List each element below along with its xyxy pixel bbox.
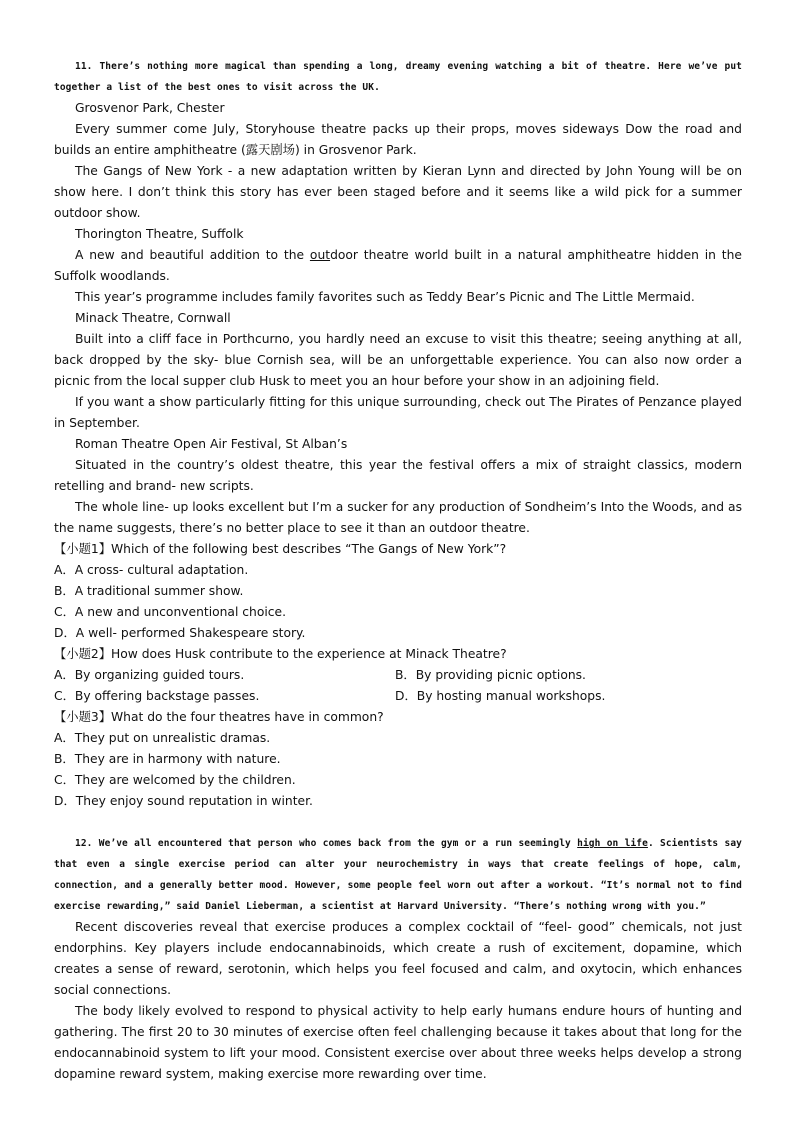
paragraph: A new and beautiful addition to the outdoor theatre world built in a natural amphitheatre hidden in the Suffolk woodlands. xyxy=(54,248,742,283)
option-c: C．By offering backstage passes. xyxy=(54,689,260,703)
option-d: D．A well- performed Shakespeare story. xyxy=(54,626,306,640)
paragraph: The body likely evolved to respond to physical activity to help early humans endure hours of hunting and gathering. The first 20 to 30 minutes of exercise often feel challenging because it takes about that long for the endocannabinoid system to lift your mood. Consistent exercise over about three weeks helps develop a strong dopamine reward system, making exercise more rewarding over time. xyxy=(54,1004,742,1081)
paragraph: If you want a show particularly fitting for this unique surrounding, check out The Pirates of Penzance played in September. xyxy=(54,395,742,430)
option-a: A．They put on unrealistic dramas. xyxy=(54,731,271,745)
paragraph: Every summer come July, Storyhouse theatre packs up their props, moves sideways Dow the road and builds an entire amphitheatre (露天剧场) in Grosvenor Park. xyxy=(54,122,742,157)
question-stem: 【小题3】What do the four theatres have in common? xyxy=(54,710,384,724)
paragraph: Situated in the country’s oldest theatre, this year the festival offers a mix of straight classics, modern retelling and brand- new scripts. xyxy=(54,458,742,493)
document-page xyxy=(54,56,742,1085)
paragraph: The whole line- up looks excellent but I’m a sucker for any production of Sondheim’s Into the Woods, and as the name suggests, there’s no better place to see it than an outdoor theatre. xyxy=(54,500,742,535)
question-1 xyxy=(54,539,742,644)
section-heading-thorington: Thorington Theatre, Suffolk xyxy=(75,227,244,241)
passage-11-intro: 11. There’s nothing more magical than spending a long, dreamy evening watching a bit of theatre. Here we’ve put together a list of the best ones to visit across the UK. xyxy=(54,61,742,93)
option-a: A．A cross- cultural adaptation. xyxy=(54,563,249,577)
question-3 xyxy=(54,707,742,812)
paragraph: Recent discoveries reveal that exercise produces a complex cocktail of “feel- good” chemicals, not just endorphins. Key players include endocannabinoids, which create a rush of excitement, dopamine, which creates a sense of reward, serotonin, which helps you feel focused and calm, and oxytocin, which enhances social connections. xyxy=(54,920,742,997)
option-a: A．By organizing guided tours. xyxy=(54,668,245,682)
option-c: C．A new and unconventional choice. xyxy=(54,605,287,619)
option-d: D．They enjoy sound reputation in winter. xyxy=(54,794,313,808)
underlined-word: out xyxy=(309,248,331,262)
paragraph: Built into a cliff face in Porthcurno, you hardly need an excuse to visit this theatre; seeing anything at all, back dropped by the sky- blue Cornish sea, will be an unforgettable experience. You can also now order a picnic from the local supper club Husk to meet you an hour before your show in an adjoining field. xyxy=(54,332,742,388)
passage-12-intro: 12. We’ve all encountered that person who comes back from the gym or a run seemingly high on life. Scientists say that even a single exercise period can alter your neurochemistry in ways that create feelings of hope, calm, connection, and a generally better mood. However, some people feel worn out after a workout. “It’s normal not to find exercise rewarding,” said Daniel Lieberman, a scientist at Harvard University. “There’s nothing wrong with you.” xyxy=(54,838,742,912)
option-c: C．They are welcomed by the children. xyxy=(54,773,296,787)
paragraph: This year’s programme includes family favorites such as Teddy Bear’s Picnic and The Little Mermaid. xyxy=(75,290,695,304)
paragraph: The Gangs of New York - a new adaptation written by Kieran Lynn and directed by John Young will be on show here. I don’t think this story has ever been staged before and it seems like a wild pick for a summer outdoor show. xyxy=(54,164,742,220)
section-heading-roman: Roman Theatre Open Air Festival, St Alban’s xyxy=(75,437,348,451)
section-heading-grosvenor: Grosvenor Park, Chester xyxy=(75,101,225,115)
question-stem: 【小题2】How does Husk contribute to the experience at Minack Theatre? xyxy=(54,647,507,661)
section-heading-minack: Minack Theatre, Cornwall xyxy=(75,311,231,325)
option-b: B．A traditional summer show. xyxy=(54,584,244,598)
question-stem: 【小题1】Which of the following best describes “The Gangs of New York”? xyxy=(54,542,507,556)
option-b: B．They are in harmony with nature. xyxy=(54,752,281,766)
option-d: D．By hosting manual workshops. xyxy=(395,689,606,703)
question-2 xyxy=(54,644,742,707)
option-b: B．By providing picnic options. xyxy=(395,668,586,682)
underlined-phrase: high on life xyxy=(577,838,648,849)
